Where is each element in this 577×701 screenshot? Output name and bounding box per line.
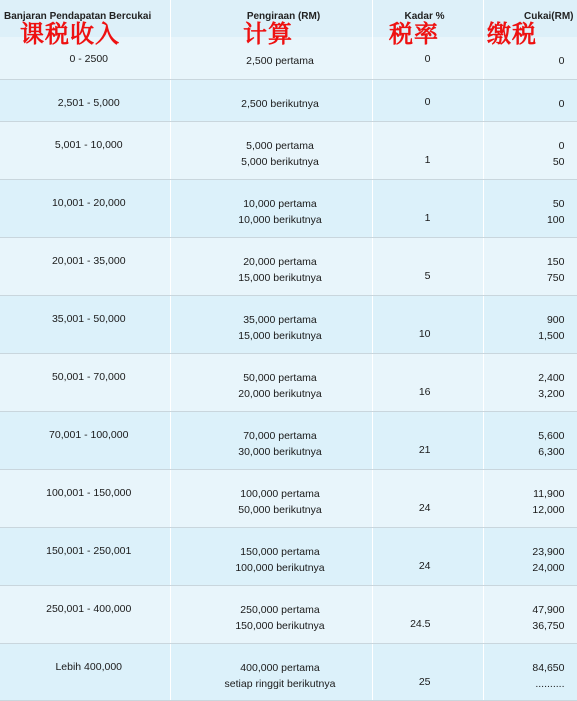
computation-cell	[170, 585, 372, 643]
computation-line-1: 100,000 pertama	[240, 487, 320, 500]
computation-line-1: 2,500 berikutnya	[241, 97, 319, 110]
header-rate: Kadar %	[372, 0, 483, 37]
band-text: 150,001 - 250,001	[46, 544, 132, 557]
band-text: Lebih 400,000	[55, 660, 123, 673]
tax-cell	[483, 121, 577, 179]
computation-line-1: 10,000 pertama	[243, 197, 317, 210]
computation-cell	[170, 469, 372, 527]
band-text: 0 - 2500	[69, 53, 109, 65]
tax-cell	[483, 585, 577, 643]
band-text: 20,001 - 35,000	[51, 254, 126, 267]
tax-cell	[483, 469, 577, 527]
rate-text: 24	[418, 501, 431, 514]
computation-line-1: 50,000 pertama	[243, 371, 317, 384]
tax-cell	[483, 411, 577, 469]
computation-line-2: 50,000 berikutnya	[238, 503, 322, 516]
table-row	[0, 585, 577, 643]
rate-cell	[372, 353, 483, 411]
table-row	[0, 121, 577, 179]
rate-text: 16	[418, 385, 431, 398]
overlay-label-tax: 缴税	[487, 20, 537, 48]
band-text: 2,501 - 5,000	[57, 96, 120, 109]
computation-line-2: 100,000 berikutnya	[235, 561, 325, 574]
computation-line-2: 15,000 berikutnya	[238, 329, 322, 342]
band-text: 70,001 - 100,000	[49, 428, 129, 441]
band-cell	[0, 295, 170, 353]
computation-line-1: 250,000 pertama	[240, 603, 320, 616]
table-body	[0, 37, 577, 700]
computation-line-2: 15,000 berikutnya	[238, 271, 322, 284]
rate-cell	[372, 295, 483, 353]
band-text: 10,001 - 20,000	[51, 196, 126, 209]
tax-line-2: 1,500	[538, 329, 565, 342]
tax-line-2: ..........	[535, 677, 565, 690]
tax-line-1: 0	[558, 139, 565, 152]
tax-cell	[483, 353, 577, 411]
tax-line-1: 23,900	[532, 545, 565, 558]
rate-text: 10	[418, 327, 431, 340]
computation-line-2: 5,000 berikutnya	[241, 155, 319, 168]
tax-line-2: 36,750	[532, 619, 565, 632]
rate-text: 5	[424, 269, 431, 282]
tax-cell	[483, 179, 577, 237]
tax-line-1: 150	[546, 255, 565, 268]
tax-line-2: 12,000	[532, 503, 565, 516]
table-row	[0, 411, 577, 469]
rate-cell	[372, 643, 483, 700]
tax-line-1: 47,900	[532, 603, 565, 616]
computation-cell	[170, 179, 372, 237]
table-row	[0, 79, 577, 121]
rate-text: 1	[424, 153, 431, 166]
computation-cell	[170, 237, 372, 295]
header-computation: Pengiraan (RM)	[170, 0, 372, 37]
computation-line-1: 70,000 pertama	[243, 429, 317, 442]
band-text: 35,001 - 50,000	[51, 312, 126, 325]
tax-line-1: 5,600	[538, 429, 565, 442]
tax-line-2: 750	[546, 271, 565, 284]
table-row	[0, 353, 577, 411]
table-row	[0, 643, 577, 700]
band-cell	[0, 179, 170, 237]
tax-cell	[483, 79, 577, 121]
rate-cell	[372, 237, 483, 295]
tax-line-1: 900	[546, 313, 565, 326]
computation-cell	[170, 353, 372, 411]
rate-cell	[372, 585, 483, 643]
band-text: 5,001 - 10,000	[54, 138, 123, 151]
tax-cell	[483, 295, 577, 353]
computation-line-2: 10,000 berikutnya	[238, 213, 322, 226]
tax-line-1: 0	[558, 55, 565, 67]
overlay-label-band: 课税收入	[20, 20, 120, 48]
rate-cell	[372, 179, 483, 237]
tax-line-2: 50	[552, 155, 565, 168]
rate-cell	[372, 469, 483, 527]
tax-line-2: 3,200	[538, 387, 565, 400]
tax-cell	[483, 643, 577, 700]
tax-line-1: 0	[558, 97, 565, 110]
computation-cell	[170, 79, 372, 121]
computation-line-1: 35,000 pertama	[243, 313, 317, 326]
tax-cell	[483, 527, 577, 585]
overlay-label-computation: 计算	[243, 20, 293, 48]
rate-cell	[372, 411, 483, 469]
band-text: 50,001 - 70,000	[51, 370, 126, 383]
computation-cell	[170, 527, 372, 585]
computation-cell	[170, 643, 372, 700]
tax-line-1: 11,900	[533, 487, 565, 500]
tax-cell	[483, 237, 577, 295]
band-cell	[0, 527, 170, 585]
computation-line-2: 20,000 berikutnya	[238, 387, 322, 400]
header-band: Banjaran Pendapatan Bercukai	[0, 0, 170, 37]
table-row	[0, 237, 577, 295]
band-cell	[0, 237, 170, 295]
table-row	[0, 469, 577, 527]
tax-line-1: 50	[552, 197, 565, 210]
band-cell	[0, 585, 170, 643]
computation-cell	[170, 295, 372, 353]
computation-line-1: 2,500 pertama	[246, 55, 314, 67]
table-row	[0, 179, 577, 237]
rate-text: 1	[424, 211, 431, 224]
computation-cell	[170, 121, 372, 179]
rate-cell	[372, 79, 483, 121]
rate-text: 21	[418, 443, 431, 456]
computation-line-1: 150,000 pertama	[240, 545, 320, 558]
header-tax: Cukai(RM)	[483, 0, 577, 37]
band-cell	[0, 643, 170, 700]
table-row	[0, 295, 577, 353]
computation-line-2: 30,000 berikutnya	[238, 445, 322, 458]
rate-text: 24.5	[410, 617, 431, 630]
table-row	[0, 527, 577, 585]
tax-line-2: 100	[546, 213, 565, 226]
band-text: 100,001 - 150,000	[46, 486, 132, 499]
band-text: 250,001 - 400,000	[46, 602, 132, 615]
rate-text: 24	[418, 559, 431, 572]
band-cell	[0, 79, 170, 121]
computation-cell	[170, 411, 372, 469]
computation-line-2: setiap ringgit berikutnya	[224, 677, 336, 690]
overlay-label-rate: 税率	[389, 20, 439, 48]
tax-line-2: 24,000	[532, 561, 565, 574]
band-cell	[0, 469, 170, 527]
rate-text: 25	[418, 675, 431, 688]
tax-line-2: 6,300	[538, 445, 565, 458]
rate-cell	[372, 121, 483, 179]
rate-cell	[372, 527, 483, 585]
band-cell	[0, 121, 170, 179]
tax-line-1: 84,650	[532, 661, 565, 674]
tax-line-1: 2,400	[538, 371, 565, 384]
rate-text: 0	[424, 95, 431, 108]
computation-line-2: 150,000 berikutnya	[235, 619, 325, 632]
computation-line-1: 400,000 pertama	[240, 661, 320, 674]
computation-line-1: 5,000 pertama	[246, 139, 314, 152]
rate-text: 0	[424, 53, 431, 65]
computation-line-1: 20,000 pertama	[243, 255, 317, 268]
band-cell	[0, 411, 170, 469]
band-cell	[0, 353, 170, 411]
